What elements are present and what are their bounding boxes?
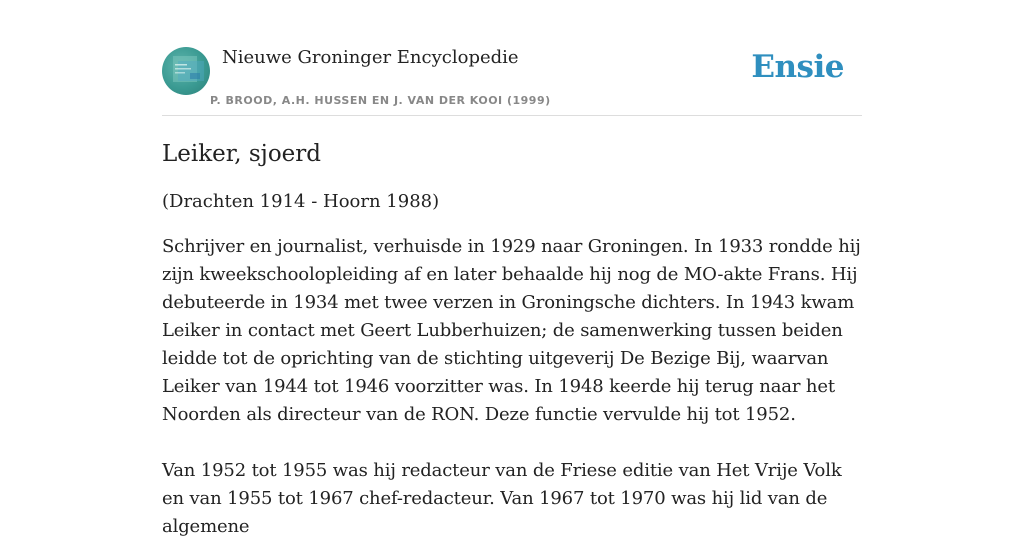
entry-paragraph: Van 1952 tot 1955 was hij redacteur van de Friese editie van Het Vrije Volk en van 1955 tot 1967 chef-redacteur. Van 1967 tot 1970 was hij lid van de algemene xyxy=(162,460,842,537)
entry-content xyxy=(162,138,862,541)
entry-subtitle: (Drachten 1914 - Hoorn 1988) xyxy=(162,191,440,212)
book-cover-icon[interactable] xyxy=(162,47,210,95)
source-title[interactable]: Nieuwe Groninger Encyclopedie xyxy=(222,47,519,68)
entry-title: Leiker, sjoerd xyxy=(162,141,321,167)
entry-paragraph: Schrijver en journalist, verhuisde in 1929 naar Groningen. In 1933 rondde hij zijn kweekschoolopleiding af en later behaalde hij nog de MO-akte Frans. Hij debuteerde in 1934 met twee verzen in Groningsche dichters. In 1943 kwam Leiker in contact met Geert Lubberhuizen; de samenwerking tussen beiden leidde tot de oprichting van de stichting uitgeverij De Bezige Bij, waarvan Leiker van 1944 tot 1946 voorzitter was. In 1948 keerde hij terug naar het Noorden als directeur van de RON. Deze functie vervulde hij tot 1952. xyxy=(162,236,861,425)
source-header xyxy=(162,44,862,116)
ensie-logo[interactable]: Ensie xyxy=(751,49,844,85)
source-authors: P. BROOD, A.H. HUSSEN EN J. VAN DER KOOI (1999) xyxy=(210,94,551,107)
